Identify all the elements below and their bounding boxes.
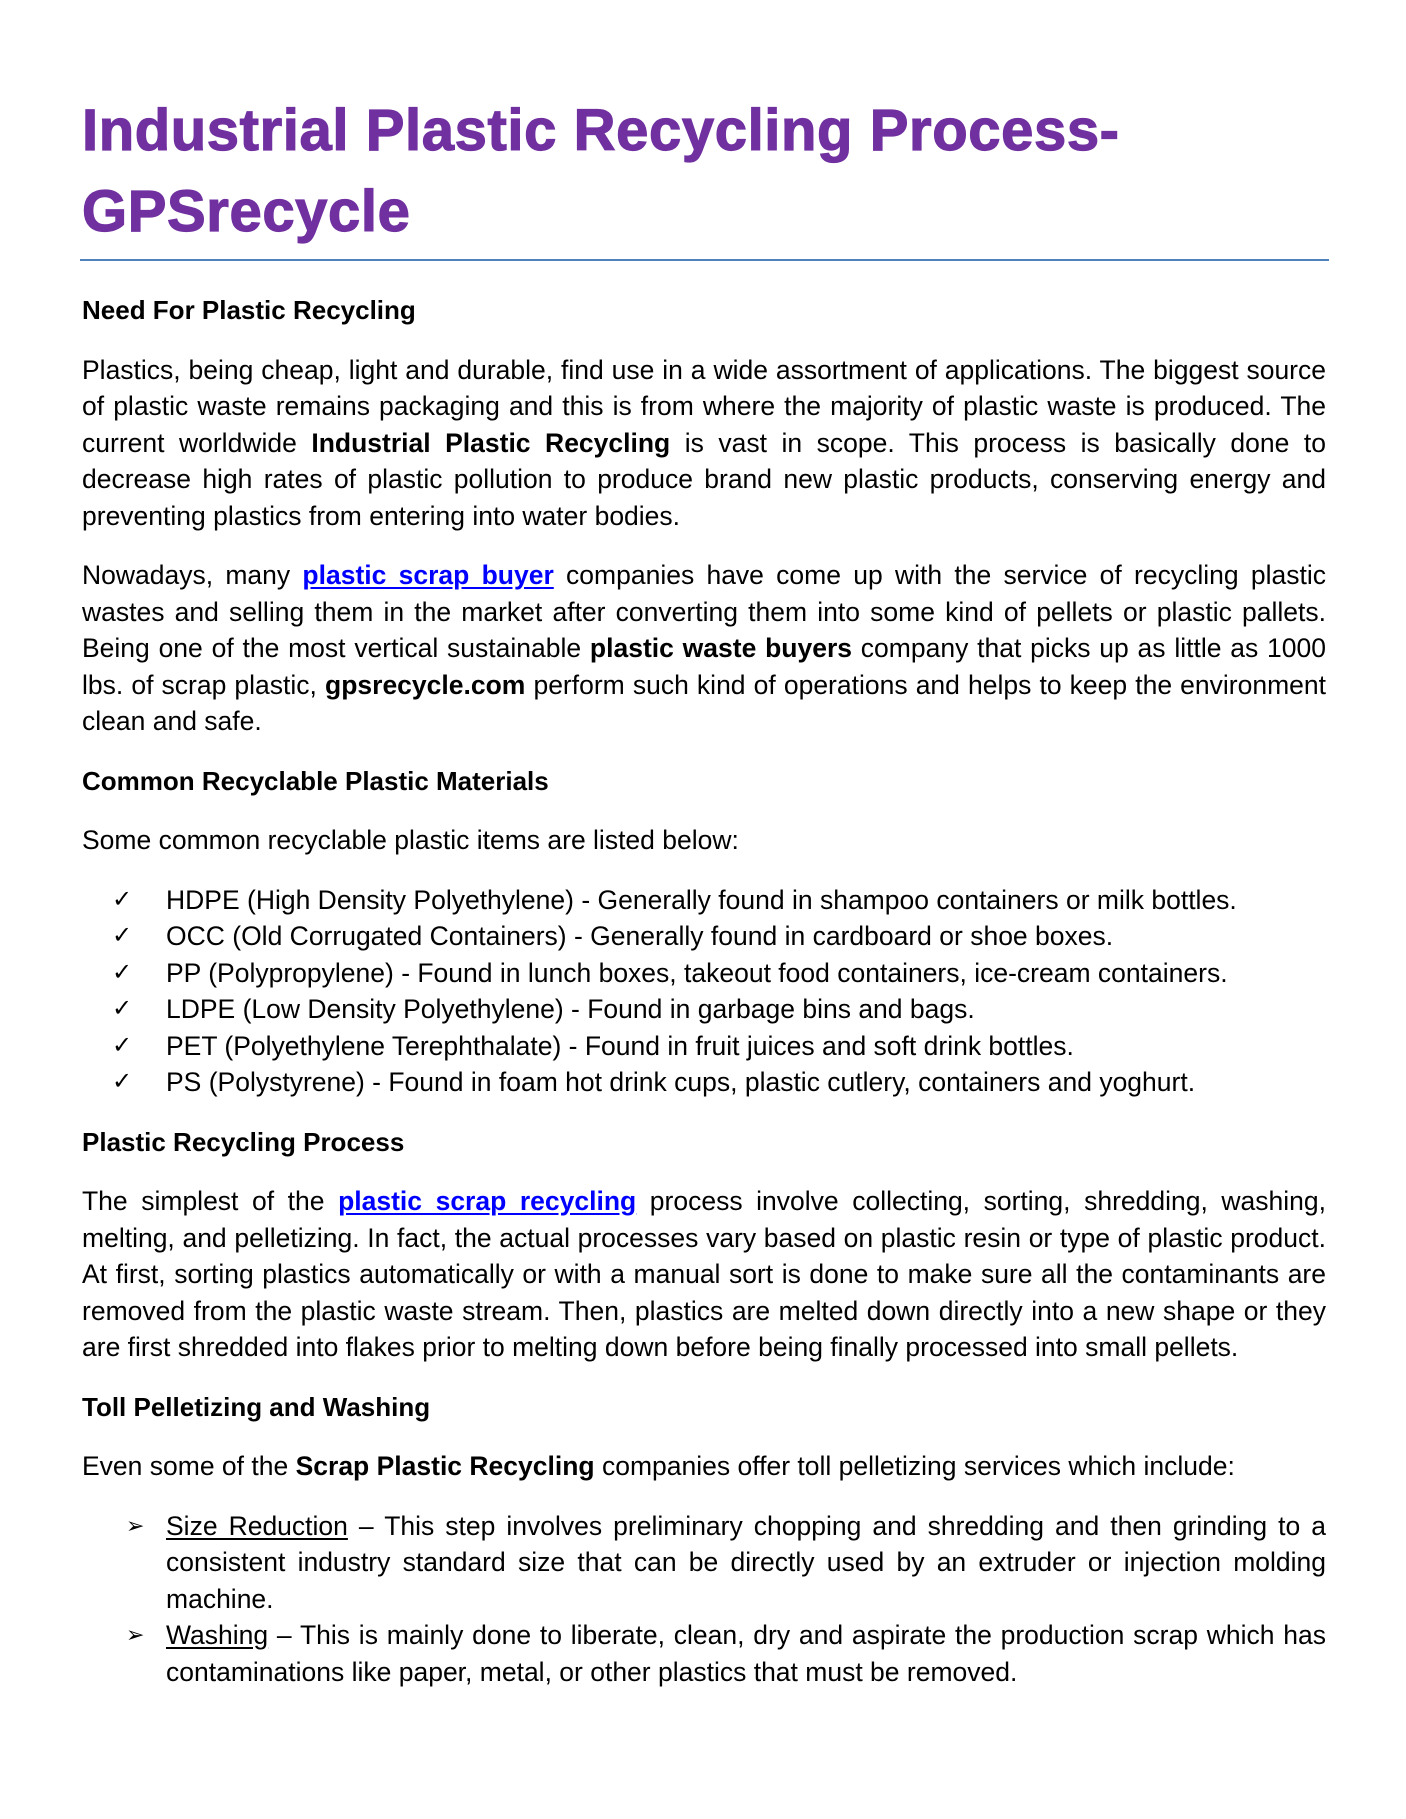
service-description: – This is mainly done to liberate, clean, dry and aspirate the production scrap which has contaminations like paper, metal, or other plastics that must be removed.	[166, 1620, 1326, 1687]
paragraph-materials-intro: Some common recyclable plastic items are listed below:	[82, 825, 739, 855]
section-materials	[82, 763, 1326, 1101]
checkmark-icon: ✓	[112, 922, 133, 949]
section-process	[82, 1124, 1326, 1366]
list-item-text: PET (Polyethylene Terephthalate) - Found in fruit juices and soft drink bottles.	[166, 1030, 1074, 1061]
text: company that picks up as little as 1000 lbs. of scrap plastic,	[82, 633, 1326, 700]
list-item	[82, 1064, 1326, 1101]
list-item	[82, 918, 1326, 955]
paragraph-process	[82, 1183, 1326, 1366]
list-item-text: LDPE (Low Density Polyethylene) - Found in garbage bins and bags.	[166, 994, 975, 1024]
text: perform such kind of operations and helps to keep the environment clean and safe.	[82, 669, 1326, 736]
list-item-text: PS (Polystyrene) - Found in foam hot drink cups, plastic cutlery, containers and yoghurt.	[166, 1067, 1196, 1097]
service-term: Washing	[166, 1620, 269, 1650]
checkmark-icon: ✓	[112, 1031, 133, 1059]
paragraph-intro	[82, 352, 1326, 535]
plastic-scrap-recycling-link[interactable]: plastic scrap recycling	[338, 1186, 637, 1216]
list-item	[82, 991, 1326, 1028]
list-item	[82, 1617, 1326, 1690]
section-need-for-recycling	[82, 292, 1326, 740]
text: Plastics, being cheap, light and durable, find use in a wide assortment of applications. The biggest source of plastic waste remains packaging and this is from where the majority of plastic waste is produced. The current worldwide	[82, 354, 1326, 458]
paragraph-toll-intro	[82, 1448, 1326, 1485]
section-toll-pelletizing	[82, 1389, 1326, 1691]
text: is vast in scope. This process is basically done to decrease high rates of plastic pollution to produce brand new plastic products, conserving energy and preventing plastics from entering into water bodies.	[82, 427, 1326, 531]
document-body	[82, 292, 1326, 1713]
page-title: Industrial Plastic Recycling Process-GPSrecycle	[82, 98, 1120, 244]
list-item-text: PP (Polypropylene) - Found in lunch boxes, takeout food containers, ice-cream containers.	[166, 957, 1228, 988]
bold-text: Industrial Plastic Recycling	[311, 427, 671, 458]
checkmark-icon: ✓	[112, 995, 133, 1022]
service-term: Size Reduction	[166, 1510, 348, 1541]
section-heading: Plastic Recycling Process	[82, 1126, 405, 1157]
text: companies have come up with the service of recycling plastic wastes and selling them in the market after converting them into some kind of pellets or plastic pallets. Being one of the most vertical sustainable	[82, 560, 1326, 663]
list-item-text: OCC (Old Corrugated Containers) - Generally found in cardboard or shoe boxes.	[166, 921, 1114, 951]
list-item	[82, 882, 1326, 919]
plastic-scrap-buyer-link[interactable]: plastic scrap buyer	[302, 560, 554, 590]
title-divider	[80, 259, 1329, 261]
list-item	[82, 955, 1326, 992]
bold-text: gpsrecycle.com	[325, 669, 526, 700]
list-item	[82, 1028, 1326, 1065]
text: The simplest of the	[82, 1186, 339, 1216]
list-item	[82, 1508, 1326, 1618]
bold-text: plastic waste buyers	[589, 633, 853, 663]
bold-text: Scrap Plastic Recycling	[295, 1451, 595, 1481]
section-heading: Need For Plastic Recycling	[82, 295, 416, 325]
checkmark-icon: ✓	[112, 958, 133, 986]
materials-list	[82, 882, 1326, 1101]
text: Nowadays, many	[82, 560, 303, 590]
text: process involve collecting, sorting, shredding, washing, melting, and pelletizing. In fact, the actual processes vary based on plastic resin or type of plastic product. At first, sorting plastics automatically or with a manual sort is done to make sure all the contaminants are removed from the plastic waste stream. Then, plastics are melted down directly into a new shape or they are first shredded into flakes prior to melting down before being finally processed into small pellets.	[82, 1186, 1326, 1362]
checkmark-icon: ✓	[112, 885, 133, 913]
list-item-text: HDPE (High Density Polyethylene) - Generally found in shampoo containers or milk bottles.	[166, 884, 1237, 915]
services-list	[82, 1508, 1326, 1691]
arrow-bullet-icon: ➢	[126, 1512, 145, 1538]
text: companies offer toll pelletizing services which include:	[594, 1451, 1235, 1481]
arrow-bullet-icon: ➢	[126, 1622, 145, 1647]
text: Even some of the	[82, 1451, 296, 1481]
checkmark-icon: ✓	[112, 1068, 133, 1095]
section-heading: Toll Pelletizing and Washing	[82, 1391, 431, 1422]
paragraph-buyers	[82, 557, 1326, 740]
section-heading: Common Recyclable Plastic Materials	[82, 765, 549, 796]
service-description: – This step involves preliminary chopping and shredding and then grinding to a consistent industry standard size that can be directly used by an extruder or injection molding machine.	[166, 1510, 1326, 1614]
